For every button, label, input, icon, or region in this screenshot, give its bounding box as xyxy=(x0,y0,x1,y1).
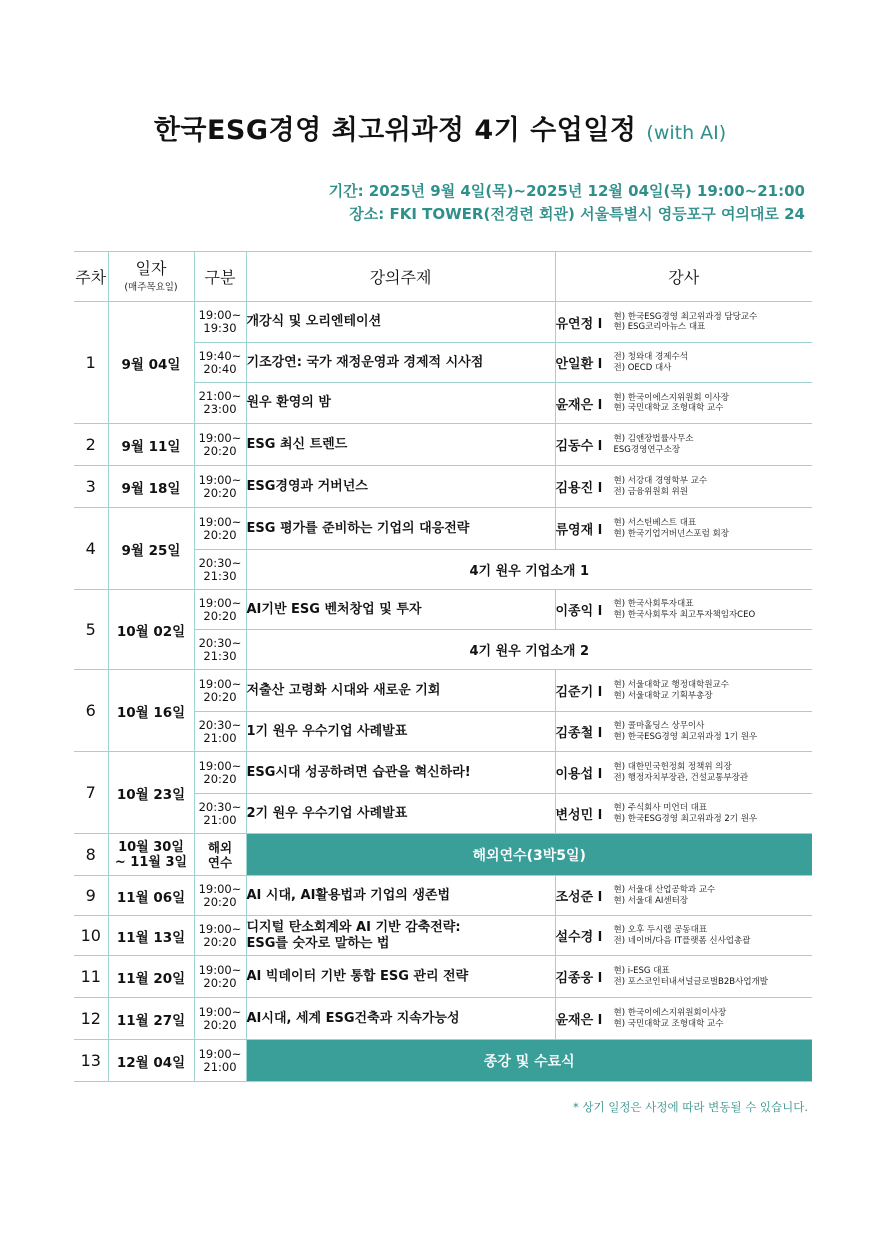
time-line: 19:00~ xyxy=(198,514,242,529)
intro-cell: 4기 원우 기업소개 1 xyxy=(246,550,812,590)
time-line: 21:00 xyxy=(203,1059,237,1074)
lecture-topic xyxy=(246,343,555,383)
topic-line: AI기반 ESG 벤처창업 및 투자 xyxy=(246,601,422,617)
session-date: 11월 13일 xyxy=(108,916,194,956)
lecture-topic xyxy=(246,302,555,343)
topic-line: ESG경영과 거버넌스 xyxy=(246,478,368,494)
instructor-name: 윤재은 l xyxy=(555,1013,603,1028)
instructor-roles xyxy=(614,966,768,987)
role-line: 현) i-ESG 대표 xyxy=(613,966,670,976)
lecture-topic xyxy=(246,916,555,956)
instructor-roles xyxy=(614,1008,727,1029)
week-number: 1 xyxy=(74,302,108,424)
week-number: 13 xyxy=(74,1040,108,1082)
topic-line: 2기 원우 우수기업 사례발표 xyxy=(246,805,408,821)
time-line: 19:00~ xyxy=(198,881,242,896)
time-line: 19:30 xyxy=(203,321,237,335)
topic-line: ESG시대 성공하려면 습관을 혁신하라! xyxy=(246,764,471,780)
time-line: 19:40~ xyxy=(198,348,242,363)
instructor-roles xyxy=(614,518,729,539)
session-type xyxy=(194,834,246,876)
lecture-topic xyxy=(246,752,555,794)
type-line: 연수 xyxy=(207,854,233,870)
lecture-topic xyxy=(246,424,555,466)
role-line: ESG경영연구소장 xyxy=(613,444,681,455)
instructor-name: 이용섭 l xyxy=(555,767,603,782)
instructor-cell xyxy=(555,508,812,550)
week-number: 7 xyxy=(74,752,108,834)
session-time xyxy=(194,550,246,590)
topic-line: AI 시대, AI활용법과 기업의 생존법 xyxy=(246,887,451,903)
session-time xyxy=(194,916,246,956)
instructor-cell xyxy=(555,383,812,424)
time-line: 21:00 xyxy=(203,812,237,827)
role-line: 전) 행정자치부장관, 건설교통부장관 xyxy=(613,772,749,783)
role-line: 전) 네이버/다음 IT플랫폼 신사업총괄 xyxy=(613,935,751,946)
role-line: 전) OECD 대사 xyxy=(613,362,672,373)
session-date: 10월 23일 xyxy=(108,752,194,834)
time-line: 20:20 xyxy=(203,975,237,990)
time-line: 20:20 xyxy=(203,1017,237,1032)
schedule-row xyxy=(74,590,812,630)
role-line: 현) 서울대학교 행정대학원교수 xyxy=(613,680,729,690)
instructor-roles xyxy=(614,721,758,742)
role-line: 현) 서강대 경영학부 교수 xyxy=(613,476,708,486)
header-date-label: 일자 xyxy=(135,258,167,278)
title-main: 한국ESG경영 최고위과정 4기 수업일정 xyxy=(153,115,637,146)
header-date xyxy=(108,252,194,302)
instructor-name: 김준기 l xyxy=(555,685,603,700)
time-line: 20:30~ xyxy=(198,799,242,814)
role-line: 현) 서울대학교 기획부총장 xyxy=(613,690,713,701)
time-line: 20:20 xyxy=(203,894,237,909)
session-time xyxy=(194,956,246,998)
lecture-topic xyxy=(246,712,555,752)
schedule-row xyxy=(74,424,812,466)
role-line: 현) ESG코리아뉴스 대표 xyxy=(613,322,706,332)
footnote: * 상기 일정은 사정에 따라 변동될 수 있습니다. xyxy=(573,1100,808,1114)
topic-line: ESG 평가를 준비하는 기업의 대응전략 xyxy=(246,520,470,536)
schedule-row xyxy=(74,876,812,916)
instructor-name: 김용진 l xyxy=(555,481,603,496)
schedule-row xyxy=(74,956,812,998)
time-line: 20:20 xyxy=(203,689,237,704)
instructor-roles xyxy=(614,434,694,455)
title-sub: (with AI) xyxy=(646,122,727,144)
session-date: 9월 11일 xyxy=(108,424,194,466)
week-number: 6 xyxy=(74,670,108,752)
instructor-roles xyxy=(614,393,729,414)
instructor-cell xyxy=(555,302,812,343)
lecture-topic xyxy=(246,383,555,424)
schedule-row xyxy=(74,1040,812,1082)
role-line: 현) 한국기업거버넌스포럼 회장 xyxy=(613,528,729,539)
instructor-cell xyxy=(555,916,812,956)
instructor-roles xyxy=(614,476,708,497)
schedule-row xyxy=(74,752,812,794)
time-line: 19:00~ xyxy=(198,1004,242,1019)
instructor-name: 설수경 l xyxy=(555,930,603,945)
lecture-topic xyxy=(246,876,555,916)
intro-cell: 4기 원우 기업소개 2 xyxy=(246,630,812,670)
role-line: 현) 국민대학교 조형대학 교수 xyxy=(613,1018,724,1029)
instructor-cell xyxy=(555,956,812,998)
role-line: 전) 청와대 경제수석 xyxy=(613,352,688,362)
banner-cell: 종강 및 수료식 xyxy=(246,1040,812,1082)
session-date: 11월 06일 xyxy=(108,876,194,916)
header-row xyxy=(74,252,812,302)
instructor-name: 유연정 l xyxy=(555,316,603,332)
instructor-name: 변성민 l xyxy=(555,808,603,823)
instructor-name: 류영재 l xyxy=(555,523,603,538)
instructor-roles xyxy=(614,925,751,946)
role-line: 현) 한국이에스지위원회 이사장 xyxy=(613,392,729,403)
header-type: 구분 xyxy=(194,252,246,302)
time-line: 20:20 xyxy=(203,608,237,623)
session-date: 12월 04일 xyxy=(108,1040,194,1082)
session-date: 11월 27일 xyxy=(108,998,194,1040)
role-line: 현) 서울대 AI센터장 xyxy=(613,895,689,906)
header-instructor: 강사 xyxy=(555,252,812,302)
course-period: 기간: 2025년 9월 4일(목)~2025년 12월 04일(목) 19:00~21:00 xyxy=(328,182,805,200)
instructor-roles xyxy=(614,803,758,824)
session-time xyxy=(194,794,246,834)
topic-line: 1기 원우 우수기업 사례발표 xyxy=(246,723,408,739)
topic-line: 디지털 탄소회계와 AI 기반 감축전략: xyxy=(246,919,461,935)
instructor-cell xyxy=(555,424,812,466)
instructor-roles xyxy=(614,885,716,906)
lecture-topic xyxy=(246,998,555,1040)
schedule-row xyxy=(74,508,812,550)
course-place: 장소: FKI TOWER(전경련 회관) 서울특별시 영등포구 여의대로 24 xyxy=(349,205,805,223)
time-line: 21:00 xyxy=(203,730,237,745)
header-week: 주차 xyxy=(74,252,108,302)
lecture-topic xyxy=(246,794,555,834)
session-time xyxy=(194,876,246,916)
session-date: 9월 25일 xyxy=(108,508,194,590)
lecture-topic xyxy=(246,670,555,712)
date-line: ~ 11월 3일 xyxy=(114,854,188,870)
session-time xyxy=(194,998,246,1040)
instructor-cell xyxy=(555,712,812,752)
role-line: 전) 포스코인터내셔널글로벌B2B사업개발 xyxy=(613,976,768,987)
time-line: 20:20 xyxy=(203,771,237,786)
time-line: 19:00~ xyxy=(198,1046,242,1061)
date-line: 10월 30일 xyxy=(118,839,184,855)
topic-line: ESG를 숫자로 말하는 법 xyxy=(246,935,390,951)
role-line: 현) 국민대학교 조형대학 교수 xyxy=(613,403,724,413)
instructor-roles xyxy=(614,352,688,373)
topic-line: 기조강연: 국가 재정운영과 경제적 시사점 xyxy=(246,354,484,370)
session-date: 9월 04일 xyxy=(108,302,194,424)
session-date: 10월 16일 xyxy=(108,670,194,752)
instructor-name: 김동수 l xyxy=(555,439,603,454)
page-title xyxy=(0,108,880,147)
topic-line: 원우 환영의 밤 xyxy=(246,395,331,410)
instructor-cell xyxy=(555,466,812,508)
schedule-row xyxy=(74,834,812,876)
session-date: 9월 18일 xyxy=(108,466,194,508)
time-line: 19:00~ xyxy=(198,676,242,691)
schedule-row xyxy=(74,302,812,343)
instructor-roles xyxy=(614,762,749,783)
topic-line: ESG 최신 트렌드 xyxy=(246,436,348,452)
instructor-roles xyxy=(614,680,729,701)
instructor-cell xyxy=(555,343,812,383)
session-time xyxy=(194,508,246,550)
week-number: 8 xyxy=(74,834,108,876)
session-time xyxy=(194,752,246,794)
header-date-sub: (매주목요일) xyxy=(124,281,178,293)
week-number: 12 xyxy=(74,998,108,1040)
schedule-row xyxy=(74,916,812,956)
role-line: 현) 한국ESG경영 최고위과정 1기 원우 xyxy=(613,731,758,742)
time-line: 20:20 xyxy=(203,443,237,458)
role-line: 전) 금융위원회 위원 xyxy=(613,486,688,497)
session-time xyxy=(194,630,246,670)
session-time xyxy=(194,302,246,343)
header-topic: 강의주제 xyxy=(246,252,555,302)
week-number: 10 xyxy=(74,916,108,956)
time-line: 21:30 xyxy=(203,648,237,663)
time-line: 20:30~ xyxy=(198,717,242,732)
time-line: 21:00~ xyxy=(198,389,242,403)
instructor-cell xyxy=(555,590,812,630)
time-line: 23:00 xyxy=(203,402,237,416)
week-number: 4 xyxy=(74,508,108,590)
instructor-cell xyxy=(555,752,812,794)
role-line: 현) 한국사회투자대표 xyxy=(613,599,694,609)
week-number: 5 xyxy=(74,590,108,670)
topic-line: AI시대, 세계 ESG건축과 지속가능성 xyxy=(246,1010,460,1026)
role-line: 현) 한국ESG경영 최고위과정 2기 원우 xyxy=(613,813,758,824)
schedule-table xyxy=(74,251,812,1082)
time-line: 19:00~ xyxy=(198,308,242,322)
schedule-body xyxy=(74,252,812,1082)
topic-line: AI 빅데이터 기반 통합 ESG 관리 전략 xyxy=(246,968,469,984)
time-line: 20:30~ xyxy=(198,555,242,570)
session-date: 10월 02일 xyxy=(108,590,194,670)
role-line: 현) 한국사회투자 최고투자책임자CEO xyxy=(613,609,756,620)
week-number: 2 xyxy=(74,424,108,466)
instructor-cell xyxy=(555,876,812,916)
week-number: 11 xyxy=(74,956,108,998)
role-line: 현) 서울대 산업공학과 교수 xyxy=(613,885,716,895)
role-line: 현) 오후 두시랩 공동대표 xyxy=(613,925,708,935)
instructor-cell xyxy=(555,794,812,834)
time-line: 20:20 xyxy=(203,485,237,500)
instructor-roles xyxy=(614,599,756,620)
time-line: 19:00~ xyxy=(198,472,242,487)
time-line: 19:00~ xyxy=(198,595,242,610)
instructor-name: 조성준 l xyxy=(555,890,603,905)
time-line: 19:00~ xyxy=(198,921,242,936)
schedule-row xyxy=(74,466,812,508)
time-line: 20:20 xyxy=(203,527,237,542)
role-line: 현) 콜마홀딩스 상무이사 xyxy=(613,721,705,731)
instructor-name: 안일환 l xyxy=(555,357,603,372)
schedule-row xyxy=(74,670,812,712)
session-time xyxy=(194,590,246,630)
instructor-roles xyxy=(614,312,758,333)
session-time xyxy=(194,383,246,424)
week-number: 3 xyxy=(74,466,108,508)
lecture-topic xyxy=(246,956,555,998)
role-line: 현) 한국이에스지위원회이사장 xyxy=(613,1008,727,1018)
session-time xyxy=(194,343,246,383)
time-line: 19:00~ xyxy=(198,430,242,445)
time-line: 21:30 xyxy=(203,568,237,583)
session-time xyxy=(194,712,246,752)
time-line: 19:00~ xyxy=(198,962,242,977)
time-line: 20:40 xyxy=(203,361,237,376)
session-time xyxy=(194,466,246,508)
time-line: 20:20 xyxy=(203,934,237,949)
schedule-row xyxy=(74,998,812,1040)
instructor-name: 윤재은 l xyxy=(555,397,603,413)
session-time xyxy=(194,424,246,466)
instructor-name: 김종철 l xyxy=(555,726,603,741)
banner-cell: 해외연수(3박5일) xyxy=(246,834,812,876)
role-line: 현) 김앤장법률사무소 xyxy=(613,434,694,444)
lecture-topic xyxy=(246,508,555,550)
session-date xyxy=(108,834,194,876)
role-line: 현) 서스틴베스트 대표 xyxy=(613,518,697,528)
type-line: 해외 xyxy=(207,839,233,855)
session-time xyxy=(194,1040,246,1082)
topic-line: 저출산 고령화 시대와 새로운 기회 xyxy=(246,682,441,698)
instructor-cell xyxy=(555,998,812,1040)
role-line: 현) 대한민국헌정회 정책위 의장 xyxy=(613,762,732,772)
lecture-topic xyxy=(246,590,555,630)
session-time xyxy=(194,670,246,712)
time-line: 19:00~ xyxy=(198,758,242,773)
instructor-cell xyxy=(555,670,812,712)
topic-line: 개강식 및 오리엔테이션 xyxy=(246,314,382,329)
role-line: 현) 주식회사 미언더 대표 xyxy=(613,803,708,813)
lecture-topic xyxy=(246,466,555,508)
instructor-name: 이종익 l xyxy=(555,604,603,619)
session-date: 11월 20일 xyxy=(108,956,194,998)
instructor-name: 김종웅 l xyxy=(555,971,603,986)
role-line: 현) 한국ESG경영 최고위과정 담당교수 xyxy=(613,311,758,322)
time-line: 20:30~ xyxy=(198,635,242,650)
week-number: 9 xyxy=(74,876,108,916)
